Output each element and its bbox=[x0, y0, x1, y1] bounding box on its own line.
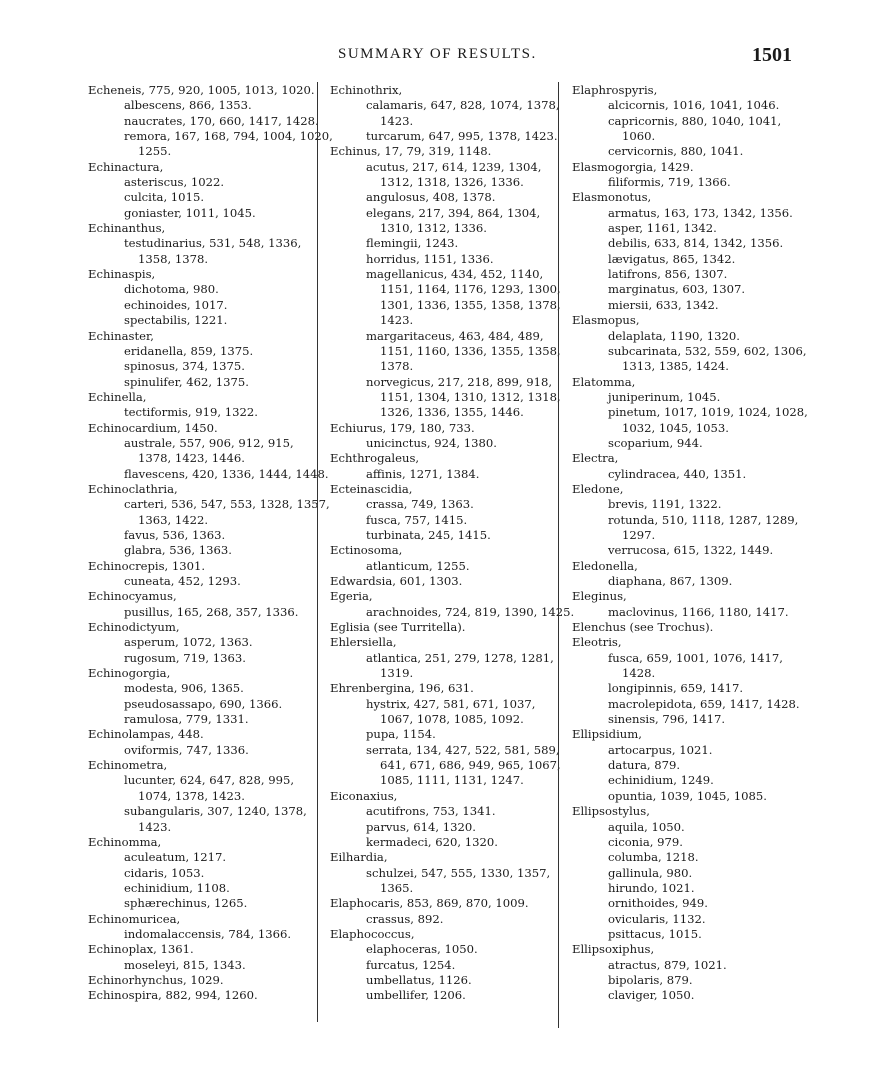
index-entry-heading: Echthrogaleus, bbox=[330, 451, 420, 466]
index-entry-species: moseleyi, 815, 1343. bbox=[124, 957, 246, 972]
index-entry-species: norvegicus, 217, 218, 899, 918, bbox=[366, 374, 553, 389]
index-entry-species: juniperinum, 1045. bbox=[608, 389, 721, 404]
index-entry-continuation: 1151, 1164, 1176, 1293, 1300, bbox=[380, 282, 561, 297]
index-entry-heading: Ellipsoxiphus, bbox=[572, 942, 655, 957]
index-entry-species: acutus, 217, 614, 1239, 1304, bbox=[366, 159, 542, 174]
index-entry-heading: Ecteinascidia, bbox=[330, 481, 413, 496]
index-entry-heading: Echinothrix, bbox=[330, 83, 403, 97]
index-entry-species: magellanicus, 434, 452, 1140, bbox=[366, 267, 544, 282]
index-entry-heading: Echinolampas, 448. bbox=[88, 727, 204, 742]
index-entry-species: cuneata, 452, 1293. bbox=[124, 574, 241, 588]
index-entry-species: sphærechinus, 1265. bbox=[124, 896, 248, 911]
index-entry-continuation: 1312, 1318, 1326, 1336. bbox=[380, 175, 524, 190]
index-entry-heading: Echinaster, bbox=[88, 328, 154, 343]
index-entry-species: bipolaris, 879. bbox=[608, 972, 693, 987]
index-entry-species: ovicularis, 1132. bbox=[608, 911, 706, 926]
index-entry-species: cylindracea, 440, 1351. bbox=[608, 466, 747, 481]
index-entry-species: culcita, 1015. bbox=[124, 190, 205, 205]
index-entry-species: longipinnis, 659, 1417. bbox=[608, 681, 744, 696]
index-entry-heading: Echinodictyum, bbox=[88, 620, 180, 635]
index-entry-species: atlantica, 251, 279, 1278, 1281, bbox=[366, 650, 554, 665]
index-entry-species: angulosus, 408, 1378. bbox=[366, 190, 496, 205]
index-entry-species: artocarpus, 1021. bbox=[608, 742, 713, 757]
index-entry-heading: Ehrenbergina, 196, 631. bbox=[330, 681, 474, 696]
index-entry-species: crassus, 892. bbox=[366, 911, 444, 926]
index-entry-heading: Echinorhynchus, 1029. bbox=[88, 972, 224, 987]
index-entry-heading: Edwardsia, 601, 1303. bbox=[330, 574, 463, 588]
index-entry-species: horridus, 1151, 1336. bbox=[366, 251, 494, 266]
index-entry-species: spectabilis, 1221. bbox=[124, 313, 228, 328]
index-entry-species: aquila, 1050. bbox=[608, 819, 685, 834]
index-entry-continuation: 1067, 1078, 1085, 1092. bbox=[380, 712, 524, 727]
index-entry-continuation: 1310, 1312, 1336. bbox=[380, 221, 487, 236]
index-entry-heading: Eglisia (see Turritella). bbox=[330, 620, 466, 635]
index-entry-species: cervicornis, 880, 1041. bbox=[608, 144, 744, 159]
index-entry-continuation: 641, 671, 686, 949, 965, 1067, bbox=[380, 758, 561, 773]
index-entry-species: subcarinata, 532, 559, 602, 1306, bbox=[608, 343, 807, 358]
index-entry-species: elegans, 217, 394, 864, 1304, bbox=[366, 205, 541, 220]
index-entry-species: miersii, 633, 1342. bbox=[608, 297, 719, 312]
index-entry-species: fusca, 757, 1415. bbox=[366, 512, 468, 527]
index-entry-species: lucunter, 624, 647, 828, 995, bbox=[124, 773, 295, 788]
index-entry-species: echinoides, 1017. bbox=[124, 297, 228, 312]
index-entry-species: latifrons, 856, 1307. bbox=[608, 267, 728, 282]
index-entry-species: rugosum, 719, 1363. bbox=[124, 650, 246, 665]
index-entry-heading: Echiurus, 179, 180, 733. bbox=[330, 420, 475, 435]
page-number: 1501 bbox=[752, 44, 792, 66]
index-entry-species: goniaster, 1011, 1045. bbox=[124, 205, 256, 220]
index-entry-species: brevis, 1191, 1322. bbox=[608, 497, 722, 512]
index-entry-species: capricornis, 880, 1040, 1041, bbox=[608, 113, 782, 128]
index-entry-heading: Echinus, 17, 79, 319, 1148. bbox=[330, 144, 492, 159]
index-entry-species: arachnoides, 724, 819, 1390, 1425. bbox=[366, 604, 575, 619]
index-entry-continuation: 1032, 1045, 1053. bbox=[622, 420, 729, 435]
index-entry-species: umbellifer, 1206. bbox=[366, 988, 466, 1003]
index-entry-species: sinensis, 796, 1417. bbox=[608, 712, 726, 727]
index-entry-continuation: 1297. bbox=[622, 527, 656, 542]
index-entry-species: alcicornis, 1016, 1041, 1046. bbox=[608, 98, 780, 113]
index-entry-species: atractus, 879, 1021. bbox=[608, 957, 727, 972]
index-entry-species: umbellatus, 1126. bbox=[366, 972, 472, 987]
index-entry-species: tectiformis, 919, 1322. bbox=[124, 405, 258, 420]
index-entry-heading: Eleotris, bbox=[572, 635, 622, 650]
index-entry-species: macrolepidota, 659, 1417, 1428. bbox=[608, 696, 800, 711]
index-entry-heading: Echinocrepis, 1301. bbox=[88, 558, 206, 573]
index-entry-species: subangularis, 307, 1240, 1378, bbox=[124, 804, 307, 819]
index-entry-species: eridanella, 859, 1375. bbox=[124, 343, 254, 358]
index-entry-heading: Ehlersiella, bbox=[330, 635, 397, 650]
index-entry-heading: Echinomuricea, bbox=[88, 911, 181, 926]
index-entry-heading: Eleginus, bbox=[572, 589, 627, 604]
index-entry-species: asteriscus, 1022. bbox=[124, 175, 225, 190]
index-entry-species: echinidium, 1108. bbox=[124, 880, 230, 895]
index-entry-species: spinulifer, 462, 1375. bbox=[124, 374, 249, 389]
index-entry-continuation: 1085, 1111, 1131, 1247. bbox=[380, 773, 524, 788]
index-entry-species: elaphoceras, 1050. bbox=[366, 942, 478, 957]
index-entry-species: asper, 1161, 1342. bbox=[608, 221, 717, 236]
index-entry-continuation: 1060. bbox=[622, 129, 656, 144]
index-entry-heading: Elaphocaris, 853, 869, 870, 1009. bbox=[330, 896, 529, 911]
index-entry-species: crassa, 749, 1363. bbox=[366, 497, 474, 512]
index-entry-species: margaritaceus, 463, 484, 489, bbox=[366, 328, 544, 343]
index-entry-species: indomalaccensis, 784, 1366. bbox=[124, 926, 292, 941]
index-entry-species: serrata, 134, 427, 522, 581, 589, bbox=[366, 742, 560, 757]
index-entry-species: turcarum, 647, 995, 1378, 1423. bbox=[366, 129, 558, 144]
index-entry-species: echinidium, 1249. bbox=[608, 773, 714, 788]
index-entry-species: cidaris, 1053. bbox=[124, 865, 205, 880]
index-entry-continuation: 1378. bbox=[380, 359, 414, 374]
index-entry-species: albescens, 866, 1353. bbox=[124, 98, 252, 113]
index-entry-species: ramulosa, 779, 1331. bbox=[124, 712, 249, 727]
index-entry-heading: Elasmonotus, bbox=[572, 190, 652, 205]
index-entry-species: flavescens, 420, 1336, 1444, 1448. bbox=[124, 466, 329, 481]
index-entry-continuation: 1301, 1336, 1355, 1358, 1378, bbox=[380, 297, 561, 312]
index-entry-species: hystrix, 427, 581, 671, 1037, bbox=[366, 696, 536, 711]
index-entry-heading: Echinaspis, bbox=[88, 267, 156, 282]
index-entry-heading: Elasmogorgia, 1429. bbox=[572, 159, 694, 174]
index-entry-species: furcatus, 1254. bbox=[366, 957, 456, 972]
index-entry-heading: Echinoplax, 1361. bbox=[88, 942, 194, 957]
index-entry-species: naucrates, 170, 660, 1417, 1428. bbox=[124, 113, 319, 128]
index-column-3 bbox=[572, 83, 808, 1004]
index-entry-continuation: 1313, 1385, 1424. bbox=[622, 359, 729, 374]
index-entry-continuation: 1428. bbox=[622, 666, 656, 681]
index-entry-species: verrucosa, 615, 1322, 1449. bbox=[608, 543, 774, 558]
index-entry-heading: Ectinosoma, bbox=[330, 543, 403, 558]
index-entry-heading: Echinoclathria, bbox=[88, 481, 178, 496]
index-entry-species: psittacus, 1015. bbox=[608, 926, 702, 941]
index-entry-species: maclovinus, 1166, 1180, 1417. bbox=[608, 604, 789, 619]
column-divider bbox=[558, 82, 559, 1028]
index-entry-heading: Elenchus (see Trochus). bbox=[572, 620, 714, 635]
index-entry-heading: Eledonella, bbox=[572, 558, 638, 573]
index-entry-species: kermadeci, 620, 1320. bbox=[366, 834, 498, 849]
index-entry-heading: Elatomma, bbox=[572, 374, 636, 389]
index-entry-species: turbinata, 245, 1415. bbox=[366, 527, 491, 542]
index-entry-heading: Echinella, bbox=[88, 389, 147, 404]
index-entry-continuation: 1074, 1378, 1423. bbox=[138, 788, 245, 803]
index-entry-species: modesta, 906, 1365. bbox=[124, 681, 244, 696]
index-entry-species: hirundo, 1021. bbox=[608, 880, 695, 895]
index-entry-species: favus, 536, 1363. bbox=[124, 527, 226, 542]
index-entry-heading: Echinanthus, bbox=[88, 221, 166, 236]
index-entry-species: calamaris, 647, 828, 1074, 1378, bbox=[366, 98, 560, 113]
index-entry-continuation: 1378, 1423, 1446. bbox=[138, 451, 245, 466]
index-entry-heading: Eledone, bbox=[572, 481, 624, 496]
index-entry-species: australe, 557, 906, 912, 915, bbox=[124, 435, 294, 450]
index-entry-species: marginatus, 603, 1307. bbox=[608, 282, 746, 297]
index-entry-species: pupa, 1154. bbox=[366, 727, 436, 742]
index-entry-continuation: 1151, 1304, 1310, 1312, 1318, bbox=[380, 389, 561, 404]
index-entry-heading: Elaphrospyris, bbox=[572, 83, 658, 97]
index-entry-species: atlanticum, 1255. bbox=[366, 558, 470, 573]
index-entry-heading: Echeneis, 775, 920, 1005, 1013, 1020. bbox=[88, 83, 315, 97]
index-entry-heading: Elaphococcus, bbox=[330, 926, 415, 941]
index-entry-heading: Egeria, bbox=[330, 589, 373, 604]
index-entry-species: carteri, 536, 547, 553, 1328, 1357, bbox=[124, 497, 330, 512]
index-entry-heading: Echinocyamus, bbox=[88, 589, 177, 604]
index-entry-heading: Echinogorgia, bbox=[88, 666, 171, 681]
index-entry-continuation: 1319. bbox=[380, 666, 414, 681]
index-entry-heading: Ellipsidium, bbox=[572, 727, 642, 742]
index-column-1 bbox=[88, 83, 333, 1004]
index-entry-species: ciconia, 979. bbox=[608, 834, 683, 849]
index-entry-continuation: 1365. bbox=[380, 880, 414, 895]
index-entry-heading: Echinactura, bbox=[88, 159, 164, 174]
index-entry-continuation: 1255. bbox=[138, 144, 172, 159]
index-entry-heading: Elasmopus, bbox=[572, 313, 640, 328]
index-entry-species: oviformis, 747, 1336. bbox=[124, 742, 249, 757]
index-entry-species: testudinarius, 531, 548, 1336, bbox=[124, 236, 302, 251]
index-entry-heading: Electra, bbox=[572, 451, 619, 466]
index-entry-species: acutifrons, 753, 1341. bbox=[366, 804, 496, 819]
index-entry-species: lævigatus, 865, 1342. bbox=[608, 251, 736, 266]
index-entry-species: asperum, 1072, 1363. bbox=[124, 635, 253, 650]
index-entry-continuation: 1326, 1336, 1355, 1446. bbox=[380, 405, 524, 420]
index-entry-continuation: 1363, 1422. bbox=[138, 512, 209, 527]
index-entry-heading: Echinospira, 882, 994, 1260. bbox=[88, 988, 258, 1003]
index-entry-species: fusca, 659, 1001, 1076, 1417, bbox=[608, 650, 783, 665]
index-entry-continuation: 1423. bbox=[380, 113, 414, 128]
index-entry-species: pusillus, 165, 268, 357, 1336. bbox=[124, 604, 299, 619]
index-entry-species: columba, 1218. bbox=[608, 850, 699, 865]
page-header bbox=[0, 44, 880, 74]
index-entry-heading: Ellipsostylus, bbox=[572, 804, 650, 819]
index-entry-continuation: 1423. bbox=[380, 313, 414, 328]
index-entry-heading: Echinomma, bbox=[88, 834, 162, 849]
index-entry-species: ornithoides, 949. bbox=[608, 896, 708, 911]
index-entry-species: delaplata, 1190, 1320. bbox=[608, 328, 740, 343]
index-entry-species: spinosus, 374, 1375. bbox=[124, 359, 245, 374]
running-title: SUMMARY OF RESULTS. bbox=[338, 46, 537, 62]
index-entry-species: datura, 879. bbox=[608, 758, 681, 773]
index-entry-species: opuntia, 1039, 1045, 1085. bbox=[608, 788, 767, 803]
index-entry-species: pinetum, 1017, 1019, 1024, 1028, bbox=[608, 405, 808, 420]
index-entry-continuation: 1151, 1160, 1336, 1355, 1358, bbox=[380, 343, 561, 358]
index-entry-species: armatus, 163, 173, 1342, 1356. bbox=[608, 205, 793, 220]
index-entry-species: pseudosassapo, 690, 1366. bbox=[124, 696, 283, 711]
index-entry-species: diaphana, 867, 1309. bbox=[608, 574, 733, 588]
index-entry-species: claviger, 1050. bbox=[608, 988, 695, 1003]
column-divider bbox=[317, 82, 318, 1022]
index-entry-species: parvus, 614, 1320. bbox=[366, 819, 476, 834]
index-entry-heading: Echinocardium, 1450. bbox=[88, 420, 218, 435]
index-entry-species: glabra, 536, 1363. bbox=[124, 543, 232, 558]
index-entry-continuation: 1423. bbox=[138, 819, 172, 834]
index-entry-continuation: 1358, 1378. bbox=[138, 251, 209, 266]
index-entry-heading: Eiconaxius, bbox=[330, 788, 398, 803]
index-entry-heading: Eilhardia, bbox=[330, 850, 388, 865]
index-entry-species: scoparium, 944. bbox=[608, 435, 703, 450]
index-entry-species: rotunda, 510, 1118, 1287, 1289, bbox=[608, 512, 799, 527]
index-entry-species: unicinctus, 924, 1380. bbox=[366, 435, 497, 450]
index-entry-species: schulzei, 547, 555, 1330, 1357, bbox=[366, 865, 551, 880]
index-entry-species: flemingii, 1243. bbox=[366, 236, 459, 251]
index-entry-species: dichotoma, 980. bbox=[124, 282, 219, 297]
index-entry-species: aculeatum, 1217. bbox=[124, 850, 227, 865]
index-entry-species: affinis, 1271, 1384. bbox=[366, 466, 480, 481]
index-entry-species: gallinula, 980. bbox=[608, 865, 693, 880]
index-column-2 bbox=[330, 83, 575, 1004]
index-entry-species: debilis, 633, 814, 1342, 1356. bbox=[608, 236, 784, 251]
index-entry-species: filiformis, 719, 1366. bbox=[608, 175, 731, 190]
index-entry-species: remora, 167, 168, 794, 1004, 1020, bbox=[124, 129, 333, 144]
index-entry-heading: Echinometra, bbox=[88, 758, 168, 773]
